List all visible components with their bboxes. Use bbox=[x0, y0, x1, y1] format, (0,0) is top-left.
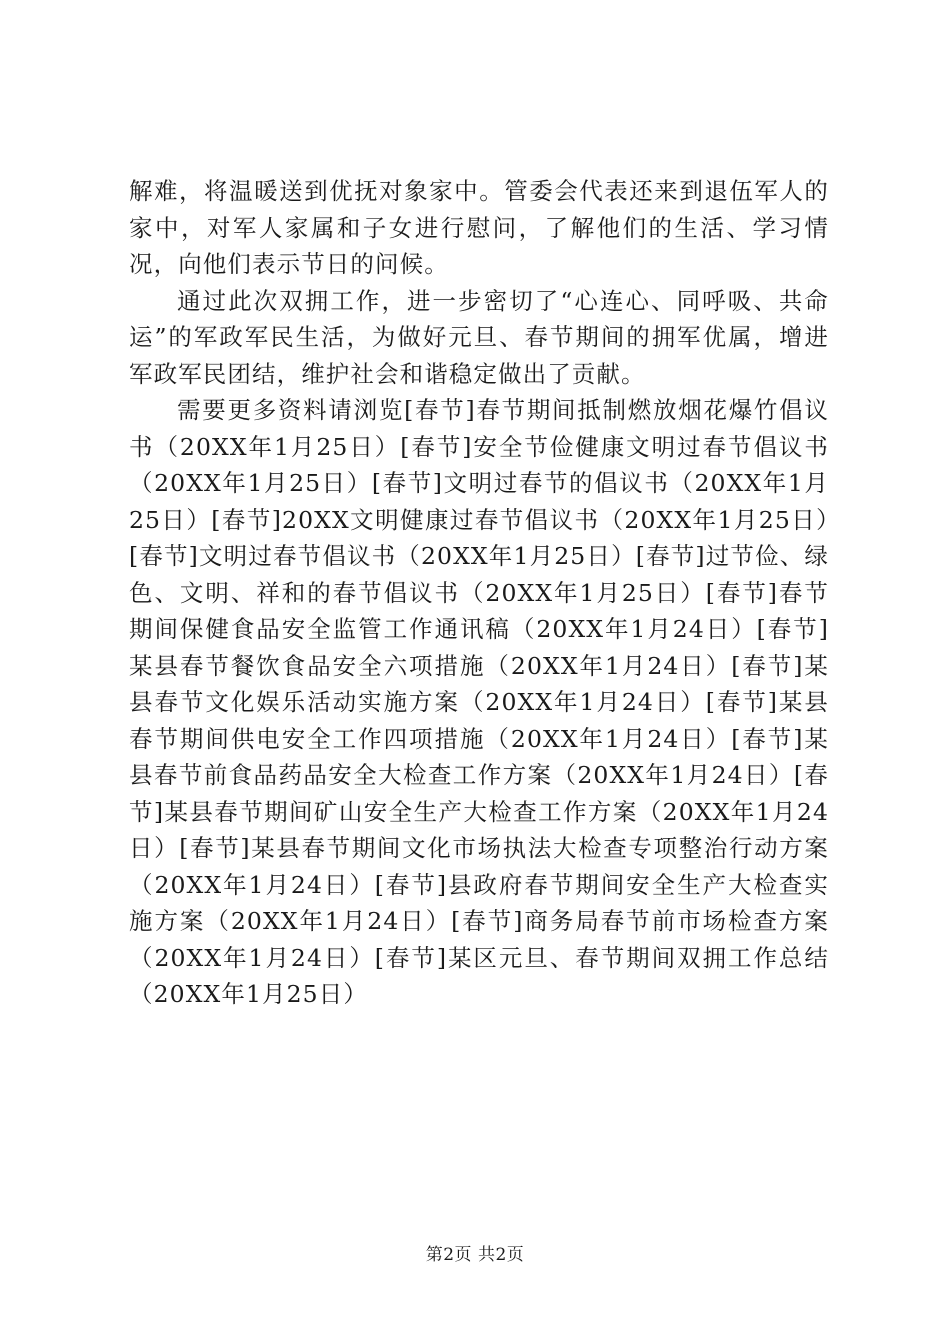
document-body bbox=[129, 173, 829, 1013]
paragraph-continuation: 解难，将温暖送到优抚对象家中。管委会代表还来到退伍军人的家中，对军人家属和子女进行慰问，了解他们的生活、学习情况，向他们表示节日的问候。 bbox=[129, 177, 829, 278]
paragraph-summary: 通过此次双拥工作，进一步密切了“心连心、同呼吸、共命运”的军政军民生活，为做好元旦、春节期间的拥军优属，增进军政军民团结，维护社会和谐稳定做出了贡献。 bbox=[129, 286, 829, 388]
paragraph-related-links: 需要更多资料请浏览[春节]春节期间抵制燃放烟花爆竹倡议书（20XX年1月25日）[春节]安全节俭健康文明过春节倡议书（20XX年1月25日）[春节]文明过春节的倡议书（20XX年1月25日）[春节]20XX文明健康过春节倡议书（20XX年1月25日）[春节]文明过春节倡议书（20XX年1月25日）[春节]过节俭、绿色、文明、祥和的春节倡议书（20XX年1月25日）[春节]春节期间保健食品安全监管工作通讯稿（20XX年1月24日）[春节]某县春节餐饮食品安全六项措施（20XX年1月24日）[春节]某县春节文化娱乐活动实施方案（20XX年1月24日）[春节]某县春节期间供电安全工作四项措施（20XX年1月24日）[春节]某县春节前食品药品安全大检查工作方案（20XX年1月24日）[春节]某县春节期间矿山安全生产大检查工作方案（20XX年1月24日）[春节]某县春节期间文化市场执法大检查专项整治行动方案（20XX年1月24日）[春节]县政府春节期间安全生产大检查实施方案（20XX年1月24日）[春节]商务局春节前市场检查方案（20XX年1月24日）[春节]某区元旦、春节期间双拥工作总结（20XX年1月25日） bbox=[129, 396, 829, 1008]
page-number-footer: 第2页 共2页 bbox=[425, 1245, 525, 1265]
